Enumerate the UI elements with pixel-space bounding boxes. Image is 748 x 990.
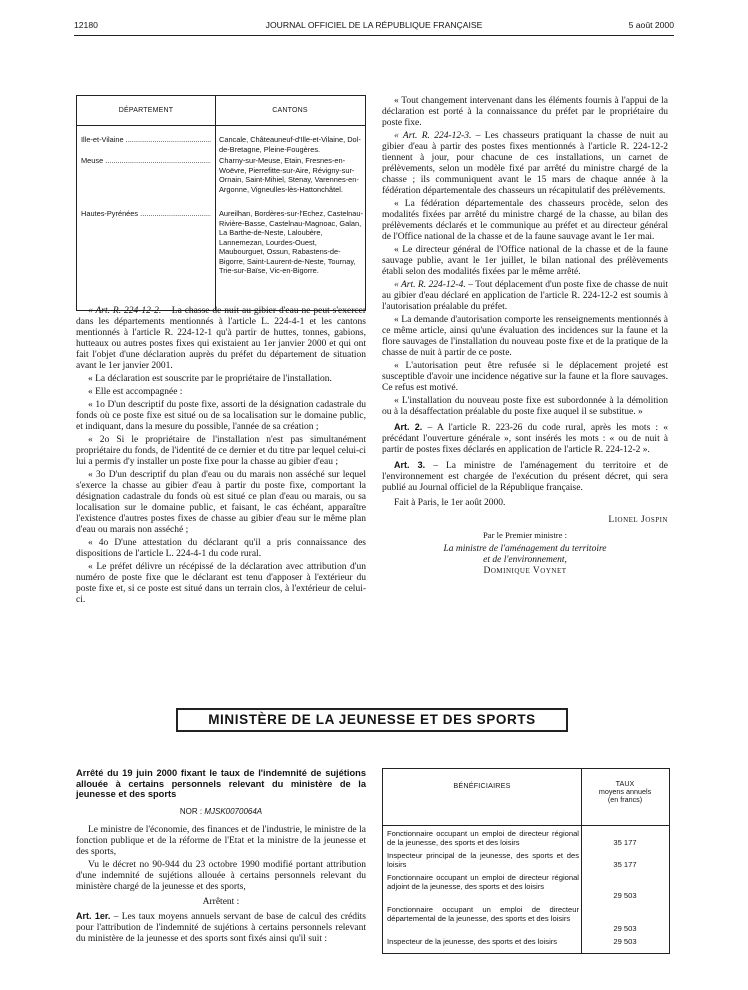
right-column	[382, 96, 668, 577]
beneficiaire: Inspecteur principal de la jeunesse, des sports et des loisirs	[387, 851, 579, 869]
minister-title: La ministre de l'aménagement du territoire	[443, 544, 607, 554]
cantons-list: Cancale, Châteauneuf-d'Ille-et-Vilaine, Dol-de-Bretagne, Pleine-Fougères.	[219, 135, 361, 154]
minister-name: Dominique Voynet	[483, 566, 567, 576]
nor-code: MJSK0070064A	[204, 807, 263, 816]
header-departement: DÉPARTEMENT	[118, 107, 174, 114]
ministry-banner: MINISTÈRE DE LA JEUNESSE ET DES SPORTS	[176, 708, 568, 732]
header-cantons: CANTONS	[272, 107, 308, 114]
article-label: Art. 3.	[394, 460, 426, 470]
paragraph: « La fédération départementale des chasseurs procède, selon des modalités fixées par arrêté du ministre chargé de la chasse, au bilan des prélèvements déclarés et le communique au préfet et au directeur général de l'Office national de la chasse et de la faune sauvage avant le 1er mai.	[382, 199, 668, 242]
cantons-list: Aureilhan, Bordères-sur-l'Echez, Castelnau-Rivière-Basse, Castelnau-Magnoac, Galan, La Barthe-de-Neste, Laloubère, Lannemezan, Lourdes-Ouest, Maubourguet, Ossun, Rabastens-de-Bigorre, Saint-Laurent-de-Neste, Tournay, Trie-sur-Baïse, Vic-en-Bigorre.	[219, 209, 363, 275]
paragraph: « Art. R. 224-12-4. – Tout déplacement d'un poste fixe de chasse de nuit au gibier d'eau déclaré en application de l'article R. 224-12-2 est soumis à l'autorisation préalable du préfet.	[382, 280, 668, 312]
article-ref: « Art. R. 224-12-4.	[394, 280, 466, 290]
beneficiaire: Inspecteur de la jeunesse, des sports et des loisirs	[387, 937, 558, 946]
article-label: Art. 2.	[394, 422, 423, 432]
header-taux: TAUX moyens annuels (en francs)	[598, 779, 652, 804]
article-ref: « Art. R. 224-12-2.	[88, 306, 162, 316]
taux-value: 35 177	[613, 838, 637, 847]
nor-label: NOR :	[179, 807, 203, 816]
minister-title: et de l'environnement,	[483, 555, 567, 565]
paragraph: « L'installation du nouveau poste fixe est subordonnée à la démolition ou à la désaffectation préalable du poste fixe auquel il se substitue. »	[382, 396, 668, 417]
arrete-title: Arrêté du 19 juin 2000 fixant le taux de l'indemnité de sujétions allouée à certains personnels relevant du ministère de la jeunesse et des sports	[76, 768, 366, 799]
page-header	[74, 20, 674, 34]
journal-title: JOURNAL OFFICIEL DE LA RÉPUBLIQUE FRANÇAISE	[265, 20, 483, 30]
article-ref: « Art. R. 224-12-3.	[394, 131, 472, 141]
arretent-heading: Arrêtent :	[202, 897, 240, 907]
paragraph: « Art. R. 224-12-2. – La chasse de nuit au gibier d'eau ne peut s'exercer dans les départements mentionnés à l'article L. 224-4-1 et les cantons mentionnés à l'article R. 224-12-1 qu'à partir de huttes, tonnes, gabions, hutteaux ou autres postes fixes qui existaient au 1er janvier 2000 et qui ont fait l'objet d'une déclaration auprès du préfet du département de situation avant le 1er janvier 2001.	[76, 306, 366, 371]
paragraph: « Art. R. 224-12-3. – Les chasseurs pratiquant la chasse de nuit au gibier d'eau à partir des postes fixes mentionnés à l'article R. 224-12-2 tiennent à jour, pour chacune de ces installations, un carnet de prélèvements, selon un modèle fixé par arrêté du ministre chargé de la chasse ; ils communiquent avant le 15 mars de chaque année à la fédération départementale des chasseurs un récapitulatif des prélèvements.	[382, 131, 668, 196]
paragraph: « Elle est accompagnée :	[88, 387, 183, 397]
paragraph: « Tout changement intervenant dans les éléments fournis à l'appui de la déclaration est porté à la connaissance du préfet par le propriétaire du poste fixe.	[382, 96, 668, 128]
departement-name: Ille-et-Vilaine .....	[81, 135, 211, 145]
paragraph: Vu le décret no 90-944 du 23 octobre 1990 modifié portant attribution d'une indemnité de sujétions allouée à certains personnels relevant du ministère chargé de la jeunesse et des sports,	[76, 860, 366, 892]
table-divider	[383, 825, 669, 826]
paragraph: « 2o Si le propriétaire de l'installation n'est pas simultanément propriétaire du fonds, de l'identité de ce dernier et du titre par lequel celui-ci lui a permis d'y installer un poste fixe pour la chasse au gibier d'eau ;	[76, 435, 366, 467]
departement-name: Meuse .....	[81, 156, 211, 166]
cantons-list: Charny-sur-Meuse, Etain, Fresnes-en-Woëvre, Pierrefitte-sur-Aire, Révigny-sur-Ornain, Saint-Mihiel, Stenay, Varennes-en-Argonne, Vigneulles-lès-Hattonchâtel.	[219, 156, 359, 194]
page-number: 12180	[74, 20, 98, 30]
paragraph: Le ministre de l'économie, des finances et de l'industrie, le ministre de la fonction publique et de la réforme de l'Etat et la ministre de la jeunesse et des sports,	[76, 825, 366, 857]
taux-value: 29 503	[613, 924, 637, 933]
issue-date: 5 août 2000	[628, 20, 674, 30]
paragraph: « Le préfet délivre un récépissé de la déclaration avec attribution d'un numéro de poste fixe que le déclarant est tenu d'apposer à l'extérieur du poste fixe et, si ce poste est situé dans un terrain clos, à l'extérieur de celui-ci.	[76, 562, 366, 605]
paragraph: Art. 1er. – Les taux moyens annuels servant de base de calcul des crédits pour l'attribution de l'indemnité de sujétions à certains personnels relevant du ministère de la jeunesse et des sports sont fixés ainsi qu'il suit :	[76, 911, 366, 944]
departement-name: Hautes-Pyrénées .....	[81, 209, 211, 219]
table-divider	[77, 125, 365, 126]
header-rule	[74, 35, 674, 36]
paragraph: « L'autorisation peut être refusée si le déplacement projeté est susceptible d'avoir une incidence négative sur la faune et la flore sauvages. Ce refus est motivé.	[382, 361, 668, 393]
arrete-body	[76, 825, 366, 947]
article-label: Art. 1er.	[76, 911, 111, 921]
header-beneficiaires: BÉNÉFICIAIRES	[453, 781, 511, 790]
beneficiaire: Fonctionnaire occupant un emploi de directeur départemental de la jeunesse, des sports et des loisirs	[387, 905, 579, 923]
beneficiaire: Fonctionnaire occupant un emploi de directeur régional adjoint de la jeunesse, des sports et des loisirs	[387, 873, 579, 891]
signatory-name: Lionel Jospin	[608, 515, 668, 525]
taux-value: 35 177	[613, 860, 637, 869]
paragraph: « La déclaration est souscrite par le propriétaire de l'installation.	[88, 374, 332, 384]
paragraph: « 1o D'un descriptif du poste fixe, assorti de la désignation cadastrale du fonds où ce poste fixe est situé ou de sa localisation sur le domaine public, et indiquant, dans la mesure du possible, l'année de sa création ;	[76, 400, 366, 432]
taux-value: 29 503	[613, 937, 637, 946]
paragraph: Art. 3. – La ministre de l'aménagement du territoire et de l'environnement est chargée de l'exécution du présent décret, qui sera publié au Journal officiel de la République française.	[382, 460, 668, 493]
par-le-premier-ministre: Par le Premier ministre :	[482, 530, 567, 540]
paragraph: « 4o D'une attestation du déclarant qu'il a pris connaissance des dispositions de l'article L. 224-4-1 du code rural.	[76, 538, 366, 559]
fait-a-paris: Fait à Paris, le 1er août 2000.	[394, 498, 506, 508]
paragraph: « 3o D'un descriptif du plan d'eau ou du marais non asséché sur lequel s'exerce la chasse au gibier d'eau à partir du poste fixe, comportant la désignation cadastrale du fonds où est situé ce plan d'eau ou marais, ou sa localisation sur le domaine public, et faisant, le cas échéant, apparaître l'existence d'autres postes fixes de chasse au gibier d'eau sur le même plan d'eau ou marais non asséché ;	[76, 470, 366, 535]
departement-table	[76, 95, 366, 311]
taux-table	[382, 768, 670, 954]
table-divider	[215, 96, 216, 310]
left-column	[76, 306, 366, 608]
paragraph: « La demande d'autorisation comporte les renseignements mentionnés à ce même article, ainsi qu'une évaluation des incidences sur la faune et la flore sauvages de l'installation du nouveau poste fixe et de la pratique de la chasse de nuit à partir de ce poste.	[382, 315, 668, 358]
paragraph: Art. 2. – A l'article R. 223-26 du code rural, après les mots : « précédant l'ouverture générale », sont insérés les mots : « ou de nuit à partir de postes fixes déclarés en application de l'article R. 224-12-2 ».	[382, 422, 668, 455]
beneficiaire: Fonctionnaire occupant un emploi de directeur régional de la jeunesse, des sports et des loisirs	[387, 829, 579, 847]
paragraph: « Le directeur général de l'Office national de la chasse et de la faune sauvage publie, avant le 1er juillet, le bilan national des prélèvements établi selon des modalités fixées par le même arrêté.	[382, 245, 668, 277]
nor-reference	[76, 807, 366, 816]
taux-value: 29 503	[613, 891, 637, 900]
